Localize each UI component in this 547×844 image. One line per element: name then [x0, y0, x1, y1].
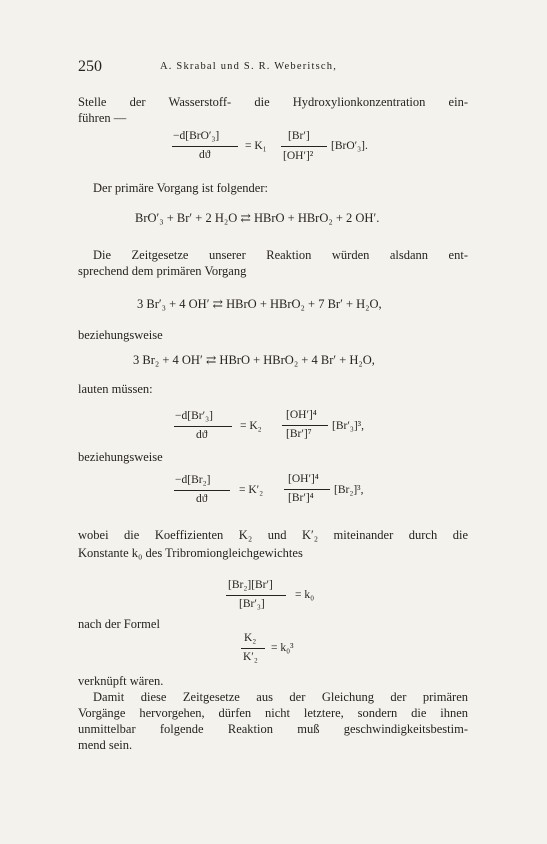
fraction-denominator: [Br′]⁴ [288, 492, 314, 504]
fraction-bar [226, 595, 286, 596]
paragraph-line: unmittelbar folgende Reaktion muß geschwindigkeitsbestim- [78, 722, 468, 736]
equation-numerator: −d[BrO′₃] [173, 130, 220, 142]
paragraph-line: lauten müssen: [78, 382, 153, 396]
equation-numerator: [Br₂][Br′] [228, 579, 273, 591]
paragraph-line: mend sein. [78, 738, 133, 752]
paragraph-line: führen — [78, 111, 127, 125]
page-number: 250 [78, 58, 102, 75]
equation-numerator: −d[Br′₃] [175, 410, 213, 422]
paragraph-line: beziehungsweise [78, 328, 163, 342]
fraction-bar [174, 490, 230, 491]
fraction-numerator: [OH′]⁴ [288, 473, 319, 485]
fraction-numerator: [OH′]⁴ [286, 409, 317, 421]
equation-tail: [Br₂]³, [334, 484, 364, 496]
paragraph-line: beziehungsweise [78, 450, 163, 464]
fraction-denominator: [Br′]⁷ [286, 428, 312, 440]
equation-tail: = k₀³ [271, 642, 294, 654]
equation-tail: [BrO′₃]. [331, 140, 368, 152]
equation-denominator: dϑ [196, 493, 208, 505]
equation-denominator: dϑ [196, 429, 208, 441]
paragraph-line: Die Zeitgesetze unserer Reaktion würden alsdann ent- [93, 248, 468, 262]
equation-middle: = K₂ [240, 420, 262, 432]
fraction-bar [174, 426, 232, 427]
equation-numerator: K₂ [244, 632, 257, 644]
fraction-bar [284, 489, 330, 490]
reaction-equation: BrO′₃ + Br′ + 2 H₂O ⇄ HBrO + HBrO₂ + 2 OH′. [135, 211, 380, 225]
paragraph-line: nach der Formel [78, 617, 160, 631]
equation-middle: = K′₂ [239, 484, 264, 496]
equation-numerator: −d[Br₂] [175, 474, 211, 486]
equation-middle: = K₁ [245, 140, 267, 152]
page-header [0, 58, 547, 78]
paragraph-line: wobei die Koeffizienten K₂ und K′₂ miteinander durch die [78, 528, 468, 542]
paragraph-line: Konstante k₀ des Tribromiongleichgewichtes [78, 546, 303, 560]
paragraph-line: sprechend dem primären Vorgang [78, 264, 247, 278]
fraction-numerator: [Br′] [288, 130, 310, 142]
fraction-bar [282, 425, 328, 426]
paragraph-line: Vorgänge hervorgehen, dürfen nicht letztere, sondern die ihnen [78, 706, 468, 720]
paragraph-line: Der primäre Vorgang ist folgender: [93, 181, 268, 195]
equation-denominator: K′₂ [243, 651, 258, 663]
fraction-bar [281, 146, 327, 147]
equation-denominator: [Br′₃] [239, 598, 265, 610]
fraction-bar [241, 648, 265, 649]
reaction-equation: 3 Br′₃ + 4 OH′ ⇄ HBrO + HBrO₂ + 7 Br′ + H₂O, [137, 297, 382, 311]
equation-tail: = k₀ [295, 589, 315, 601]
running-title: A. Skrabal und S. R. Weberitsch, [160, 61, 338, 72]
fraction-bar [172, 146, 238, 147]
paragraph-line: verknüpft wären. [78, 674, 164, 688]
reaction-equation: 3 Br₂ + 4 OH′ ⇄ HBrO + HBrO₂ + 4 Br′ + H₂O, [133, 353, 375, 367]
equation-tail: [Br′₃]³, [332, 420, 365, 432]
equation-denominator: dϑ [199, 149, 211, 161]
paragraph-line: Damit diese Zeitgesetze aus der Gleichung der primären [93, 690, 468, 704]
fraction-denominator: [OH′]² [283, 150, 314, 162]
paragraph-line: Stelle der Wasserstoff- die Hydroxylionkonzentration ein- [78, 95, 468, 109]
